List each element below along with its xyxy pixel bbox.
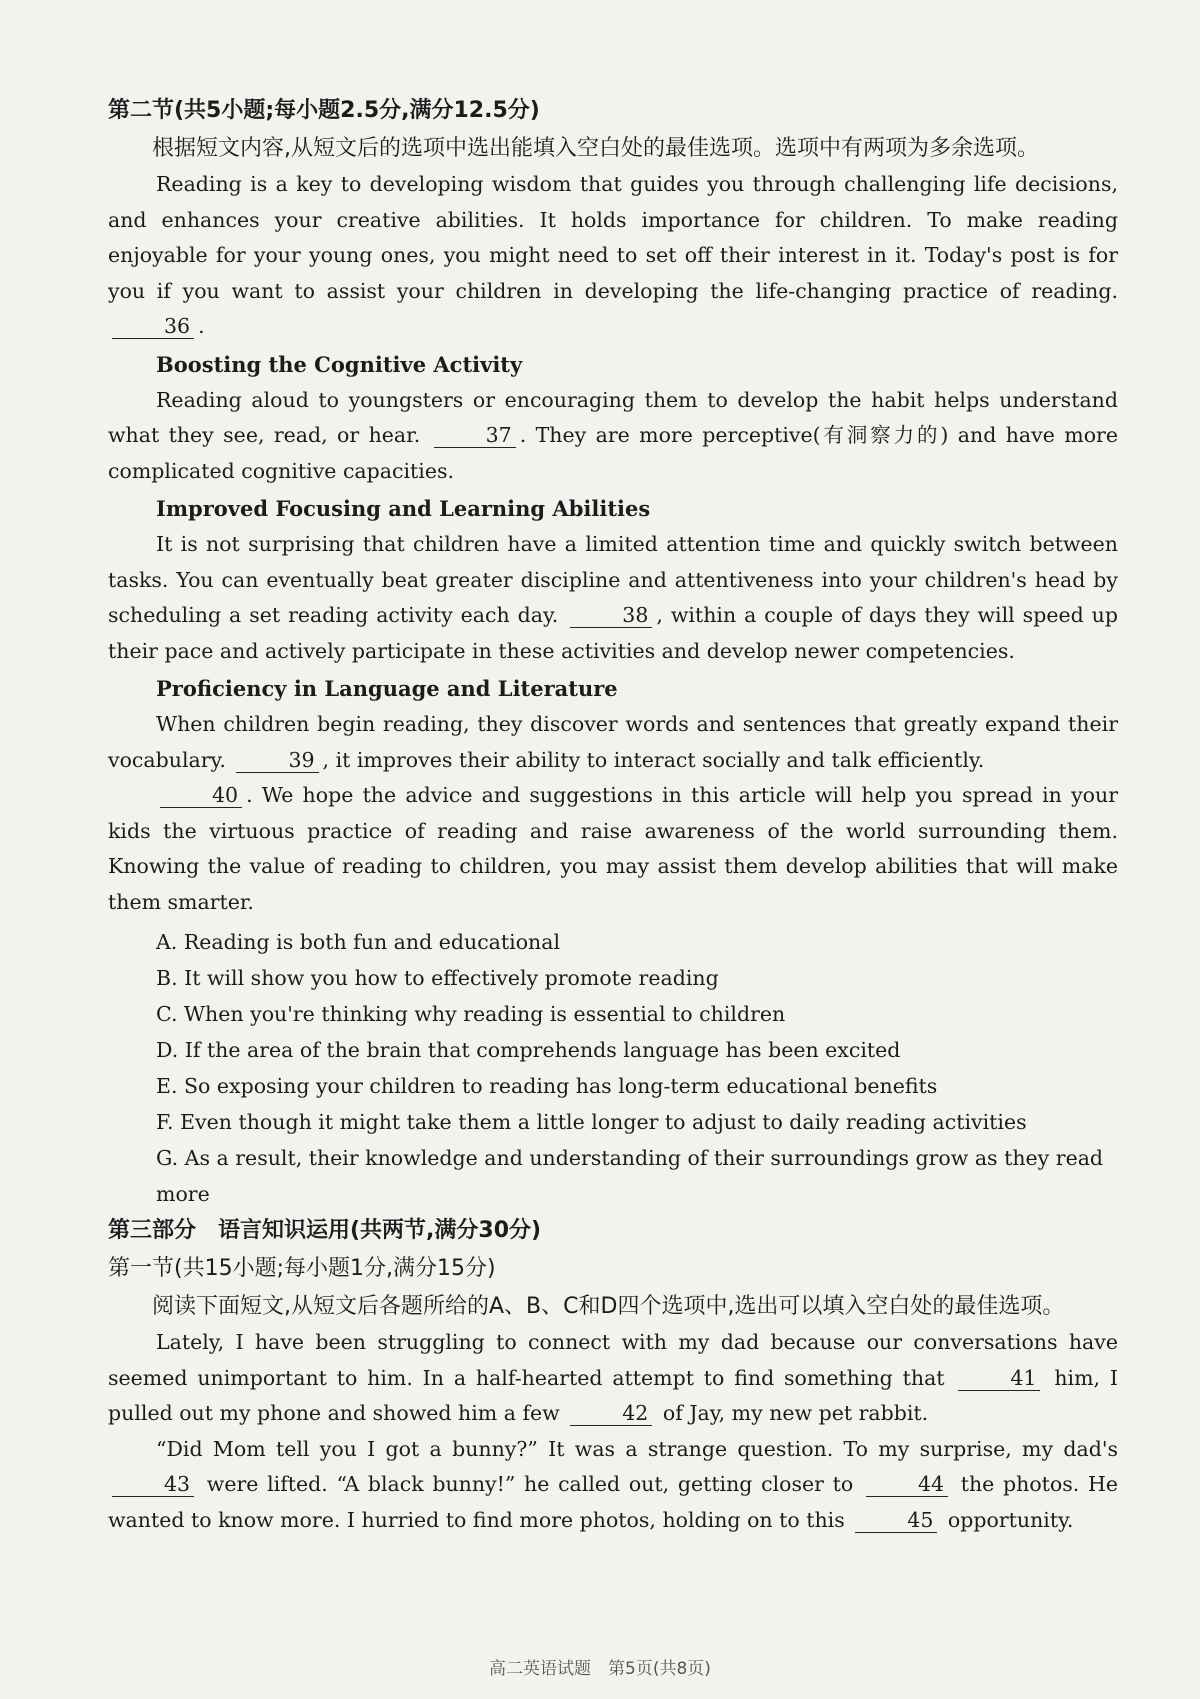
options-list [156,924,1118,1212]
section-instruction: 根据短文内容,从短文后的选项中选出能填入空白处的最佳选项。选项中有两项为多余选项。 [152,136,1039,161]
part3-title: 第三部分 语言知识运用(共两节,满分30分) [108,1218,542,1243]
option-d[interactable]: D. If the area of the brain that comprehends language has been excited [156,1038,901,1062]
blank-37[interactable]: 37 [434,423,516,448]
heading-language: Proficiency in Language and Literature [156,676,618,701]
option-e[interactable]: E. So exposing your children to reading has long-term educational benefits [156,1074,938,1098]
section-title: 第二节(共5小题;每小题2.5分,满分12.5分) [108,98,540,123]
page-footer: 高二英语试题 第5页(共8页) [489,1659,711,1679]
part3-instruction: 阅读下面短文,从短文后各题所给的A、B、C和D四个选项中,选出可以填入空白处的最佳选项。 [152,1294,1065,1319]
paragraph-conclusion: 40 . We hope the advice and suggestions in this article will help you spread in your kids the virtuous practice of reading and raise awareness of the world surrounding them. Knowing the value of reading to children, you may assist them develop abilities that will make them smarter. [108,783,1118,914]
exam-page [108,92,1118,1538]
option-b[interactable]: B. It will show you how to effectively promote reading [156,966,719,990]
blank-45[interactable]: 45 [855,1508,937,1533]
heading-focusing: Improved Focusing and Learning Abilities [156,496,651,521]
paragraph-language: When children begin reading, they discover words and sentences that greatly expand their vocabulary. 39 , it improves their ability to interact socially and talk efficiently. [108,712,1118,772]
heading-cognitive: Boosting the Cognitive Activity [156,351,523,377]
intro-paragraph: Reading is a key to developing wisdom that guides you through challenging life decisions, and enhances your creative abilities. It holds importance for children. To make reading enjoyable for your young ones, you might need to set off their interest in it. Today's post is for you if you want to assist your children in developing the life-changing practice of reading. 36 . [108,172,1118,338]
part3-section1-title: 第一节(共15小题;每小题1分,满分15分) [108,1256,496,1281]
blank-42[interactable]: 42 [570,1401,652,1426]
blank-39[interactable]: 39 [236,748,318,773]
paragraph-focusing: It is not surprising that children have a limited attention time and quickly switch between tasks. You can eventually beat greater discipline and attentiveness into your children's head by scheduling a set reading activity each day. 38 , within a couple of days they will speed up their pace and actively participate in these activities and develop newer competencies. [108,532,1118,663]
paragraph-cognitive: Reading aloud to youngsters or encouraging them to develop the habit helps understand what they see, read, or hear. 37 . They are more perceptive(有洞察力的) and have more complicated cognitive capacities. [108,387,1118,483]
blank-43[interactable]: 43 [112,1472,194,1497]
option-a[interactable]: A. Reading is both fun and educational [156,930,561,954]
blank-40[interactable]: 40 [160,783,242,808]
cloze-paragraph-1: Lately, I have been struggling to connect with my dad because our conversations have seemed unimportant to him. In a half-hearted attempt to find something that 41 him, I pulled out my phone and showed him a few 42 of Jay, my new pet rabbit. [108,1330,1118,1425]
blank-38[interactable]: 38 [570,603,652,628]
option-g[interactable]: G. As a result, their knowledge and understanding of their surroundings grow as they read more [156,1146,1104,1206]
blank-41[interactable]: 41 [958,1366,1040,1391]
blank-36[interactable]: 36 [112,314,194,339]
cloze-paragraph-2: “Did Mom tell you I got a bunny?” It was a strange question. To my surprise, my dad's 43 were lifted. “A black bunny!” he called out, getting closer to 44 the photos. He wanted to know more. I hurried to find more photos, holding on to this 45 opportunity. [108,1436,1118,1532]
blank-44[interactable]: 44 [866,1472,948,1497]
option-c[interactable]: C. When you're thinking why reading is essential to children [156,1002,786,1026]
option-f[interactable]: F. Even though it might take them a little longer to adjust to daily reading activities [156,1110,1027,1134]
